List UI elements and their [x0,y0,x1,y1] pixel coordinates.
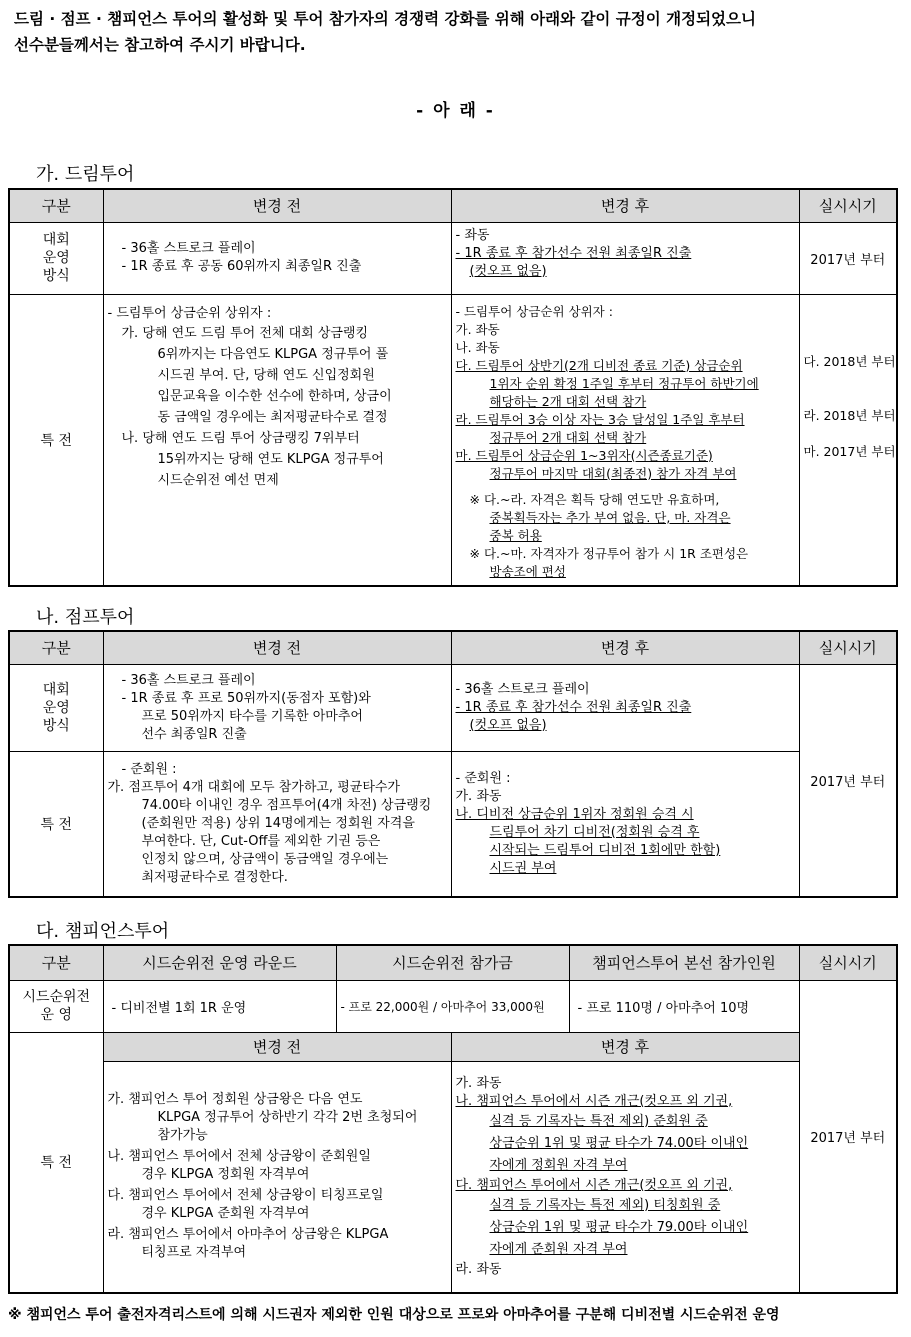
dream-special-after [451,294,799,586]
intro-line: 선수분들께서는 참고하여 주시기 바랍니다. [14,36,306,54]
text-line: 시작되는 드림투어 디비전 1회에만 한함) [489,842,721,858]
header-seed-round: 시드순위전 운영 라운드 [103,945,336,980]
label-line: 운영 [42,699,70,716]
notice-title: - 아 래 - [416,101,495,121]
jump-table [8,630,898,898]
text-line: 나. 챔피언스 투어에서 시즌 개근(컷오프 외 기권, [455,1093,733,1109]
header-after: 변경 후 [451,1032,799,1061]
text-line: ※ 다.~마. 자격자가 정규투어 참가 시 1R 조편성은 [469,545,749,561]
header-seed-fee: 시드순위전 참가금 [336,945,569,980]
label-line: 대회 [42,232,70,248]
text-line: 드림투어 차기 디비전(정회원 승격 후 [489,824,700,840]
text-line: 해당하는 2개 대회 선택 참가 [489,393,647,409]
text-line: 상금순위 1위 및 평균 타수가 79.00타 이내인 [489,1219,749,1235]
header-before: 변경 전 [103,631,451,664]
row-label-special: 특 전 [9,1032,103,1293]
label-line: 대회 [42,681,70,698]
text-line: 참가가능 [157,1128,208,1144]
label-line: 방식 [42,268,70,284]
text-line: ※ 다.~라. 자격은 획득 당해 연도만 유효하며, [469,491,720,507]
seed-round: - 디비전별 1회 1R 운영 [103,980,336,1032]
text-line: - 드림투어 상금순위 상위자 : [107,305,272,321]
text-line: - 1R 종료 후 프로 50위까지(동점자 포함)와 [121,690,371,706]
text-line: (준회원만 적용) 상위 14명에게는 정회원 자격을 [141,815,415,831]
section-title-dream: 가. 드림투어 [36,164,135,185]
text-line: 나. 디비전 상금순위 1위자 정회원 승격 시 [455,806,694,822]
text-line: - 좌동 [455,227,490,243]
timing-line: 마. 2017년 부터 [803,443,896,459]
text-line: 상금순위 1위 및 평균 타수가 74.00타 이내인 [489,1135,749,1151]
section-title-champions: 다. 챔피언스투어 [36,921,170,942]
text-line: 최저평균타수로 결정한다. [141,869,288,885]
dream-ops-timing: 2017년 부터 [799,222,897,294]
header-after: 변경 후 [451,631,799,664]
text-line: 가. 좌동 [455,1075,502,1091]
text-line: 가. 좌동 [455,321,500,337]
text-line: 가. 챔피언스 투어 정회원 상금왕은 다음 연도 [107,1092,363,1108]
text-line: 가. 좌동 [455,788,502,804]
champions-special-before [103,1061,451,1293]
text-line: 정규투어 마지막 대회(최종전) 참가 자격 부여 [489,465,737,481]
text-line: 시드순위전 예선 면제 [157,472,279,488]
label-line: 방식 [42,717,70,734]
timing-line: 다. 2018년 부터 [803,353,896,369]
header-gubun: 구분 [9,189,103,222]
label-line: 운 영 [40,1007,72,1023]
header-gubun: 구분 [9,631,103,664]
seed-players: - 프로 110명 / 아마추어 10명 [569,980,799,1032]
text-line: (컷오프 없음) [469,717,547,733]
row-label-seed [9,980,103,1032]
dream-special-timing [799,294,897,586]
text-line: 가. 점프투어 4개 대회에 모두 참가하고, 평균타수가 [107,779,400,795]
text-line: 선수 최종일R 진출 [141,726,247,742]
jump-ops-after [451,664,799,751]
text-line: 프로 50위까지 타수를 기록한 아마추어 [141,708,363,724]
text-line: 입문교육을 이수한 선수에 한하며, 상금이 [157,388,392,404]
text-line: 티칭프로 자격부여 [141,1245,247,1261]
text-line: - 준회원 : [121,761,177,777]
label-line: 운영 [42,250,70,266]
row-label-special: 특 전 [9,294,103,586]
dream-table [8,188,898,587]
header-before: 변경 전 [103,189,451,222]
text-line: KLPGA 정규투어 상하반기 각각 2번 초청되어 [157,1110,418,1126]
text-line: 중복획득자는 추가 부여 없음. 단, 마. 자격은 [489,509,731,525]
header-after: 변경 후 [451,189,799,222]
row-label-ops [9,222,103,294]
text-line: 경우 KLPGA 준회원 자격부여 [141,1206,310,1222]
text-line: 중복 허용 [489,527,542,543]
jump-timing: 2017년 부터 [799,664,897,897]
champions-special-after [451,1061,799,1293]
text-line: 1위자 순위 확정 1주일 후부터 정규투어 하반기에 [489,375,759,391]
text-line: 나. 챔피언스 투어에서 전체 상금왕이 준회원일 [107,1149,371,1165]
text-line: 나. 당해 연도 드림 투어 상금랭킹 7위부터 [121,430,360,446]
intro-text [14,6,904,58]
text-line: 다. 챔피언스 투어에서 시즌 개근(컷오프 외 기권, [455,1177,733,1193]
text-line: - 준회원 : [455,770,511,786]
header-timing: 실시시기 [799,945,897,980]
jump-ops-before [103,664,451,751]
text-line: 74.00타 이내인 경우 점프투어(4개 차전) 상금랭킹 [141,797,432,813]
text-line: 자에게 준회원 자격 부여 [489,1241,628,1257]
dream-special-before [103,294,451,586]
header-timing: 실시시기 [799,631,897,664]
text-line: - 1R 종료 후 참가선수 전원 최종일R 진출 [455,699,692,715]
text-line: 마. 드림투어 상금순위 1~3위자(시즌종료기준) [455,447,713,463]
text-line: 경우 KLPGA 정회원 자격부여 [141,1167,310,1183]
text-line: 인정치 않으며, 상금액이 동금액일 경우에는 [141,851,389,867]
text-line: (컷오프 없음) [469,263,547,279]
header-before: 변경 전 [103,1032,451,1061]
text-line: - 36홀 스트로크 플레이 [455,681,590,697]
champions-table [8,944,898,1294]
text-line: 다. 챔피언스 투어에서 전체 상금왕이 티칭프로일 [107,1188,384,1204]
text-line: - 1R 종료 후 공동 60위까지 최종일R 진출 [121,259,362,274]
text-line: 시드권 부여 [489,860,557,876]
text-line: 방송조에 편성 [489,563,566,579]
footnote: ※ 챔피언스 투어 출전자격리스트에 의해 시드권자 제외한 인원 대상으로 프로와 아마추어를 구분해 디비전별 시드순위전 운영 [8,1307,780,1323]
text-line: 실격 등 기록자는 특전 제외) 티칭회원 중 [489,1197,721,1213]
jump-special-after [451,751,799,897]
text-line: 자에게 정회원 자격 부여 [489,1157,628,1173]
text-line: 시드권 부여. 단, 당해 연도 신입정회원 [157,367,375,383]
text-line: 가. 당해 연도 드림 투어 전체 대회 상금랭킹 [121,325,369,341]
text-line: - 드림투어 상금순위 상위자 : [455,303,613,319]
text-line: 6위까지는 다음연도 KLPGA 정규투어 풀 [157,346,389,362]
text-line: 부여한다. 단, Cut-Off를 제외한 기권 등은 [141,833,381,849]
header-gubun: 구분 [9,945,103,980]
intro-line: 드림 · 점프 · 챔피언스 투어의 활성화 및 투어 참가자의 경쟁력 강화를 위해 아래와 같이 규정이 개정되었으니 [14,10,756,28]
dream-ops-after [451,222,799,294]
text-line: 실격 등 기록자는 특전 제외) 준회원 중 [489,1113,708,1129]
text-line: - 1R 종료 후 참가선수 전원 최종일R 진출 [455,245,692,261]
header-players: 챔피언스투어 본선 참가인원 [569,945,799,980]
text-line: - 36홀 스트로크 플레이 [121,241,256,256]
text-line: 정규투어 2개 대회 선택 참가 [489,429,647,445]
header-timing: 실시시기 [799,189,897,222]
dream-ops-before [103,222,451,294]
timing-line: 라. 2018년 부터 [803,407,896,423]
text-line: 라. 챔피언스 투어에서 아마추어 상금왕은 KLPGA [107,1227,389,1243]
text-line: 15위까지는 당해 연도 KLPGA 정규투어 [157,451,384,467]
text-line: 다. 드림투어 상반기(2개 디비전 종료 기준) 상금순위 [455,357,743,373]
seed-fee: - 프로 22,000원 / 아마추어 33,000원 [336,980,569,1032]
row-label-ops [9,664,103,751]
text-line: 라. 좌동 [455,1261,502,1277]
champions-timing: 2017년 부터 [799,980,897,1293]
text-line: 동 금액일 경우에는 최저평균타수로 결정 [157,409,388,425]
text-line: 나. 좌동 [455,339,500,355]
row-label-special: 특 전 [9,751,103,897]
text-line: - 36홀 스트로크 플레이 [121,672,256,688]
text-line: 라. 드림투어 3승 이상 자는 3승 달성일 1주일 후부터 [455,411,745,427]
section-title-jump: 나. 점프투어 [36,607,135,628]
label-line: 시드순위전 [22,989,91,1005]
jump-special-before [103,751,451,897]
